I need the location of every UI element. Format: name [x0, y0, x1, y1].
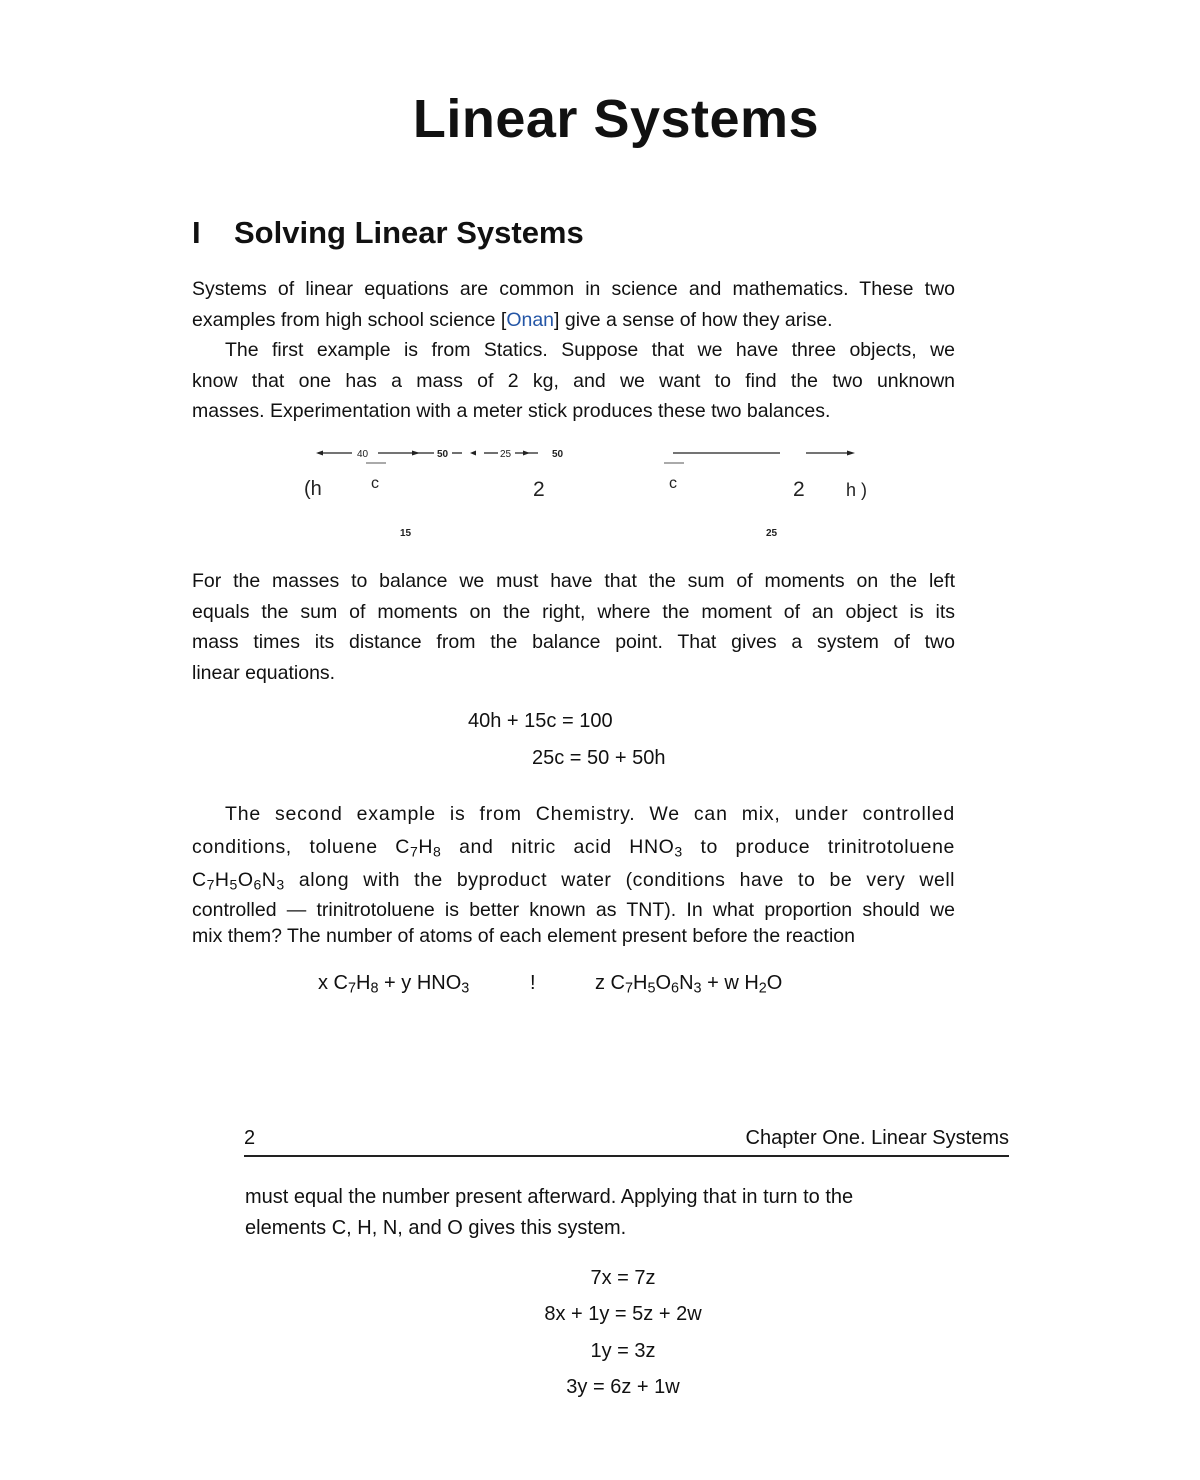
intro-line-2-end: ] give a sense of how they arise.: [554, 308, 833, 331]
object-h-left: (h: [304, 478, 322, 500]
section-number: I: [192, 215, 201, 250]
chem-line-2-part: H: [418, 836, 434, 858]
chem-line-3-part: along with the byproduct water (conditions have to be very well: [284, 869, 955, 891]
chem-line-2-part: to produce trinitrotoluene: [682, 836, 955, 858]
object-c-left: c: [371, 475, 379, 492]
arrow-head-icon: [412, 451, 420, 456]
page-header: [244, 1127, 1009, 1157]
arrow-head-icon: [470, 451, 476, 456]
subscript: 5: [647, 980, 656, 997]
chem-line-5: mix them? The number of atoms of each element present before the reaction: [192, 925, 855, 947]
subscript: 3: [674, 843, 683, 860]
reaction-left-side: [318, 972, 469, 995]
equation-statics-2: 25c = 50 + 50h: [532, 747, 666, 769]
balance-left-figure: [304, 449, 564, 539]
intro-line-1: Systems of linear equations are common in science and mathematics. These two: [192, 278, 955, 300]
object-h-right: h ): [846, 480, 868, 500]
reaction-part: + w H: [701, 972, 759, 994]
moments-paragraph: [192, 566, 955, 688]
statics-paragraph: [192, 335, 955, 427]
intro-paragraph: [192, 274, 955, 335]
distance-label-40: 40: [357, 449, 369, 460]
subscript: 8: [433, 843, 442, 860]
chem-line-1: The second example is from Chemistry. We can mix, under controlled: [225, 803, 955, 825]
subscript: 7: [348, 980, 357, 997]
subscript: 7: [625, 980, 634, 997]
subscript: 3: [276, 876, 285, 893]
reaction-part: N: [679, 972, 694, 994]
equation-chem-3: 1y = 3z: [590, 1340, 656, 1362]
chemistry-paragraph: [192, 798, 955, 949]
distance-label-50: 50: [437, 449, 449, 460]
arrow-head-icon: [316, 451, 323, 456]
statics-line-2: know that one has a mass of 2 kg, and we want to find the two unknown: [192, 369, 955, 392]
subscript: 2: [758, 980, 767, 997]
section-heading: [192, 215, 584, 251]
chem-line-4: controlled — trinitrotoluene is better known as TNT). In what proportion should we: [192, 899, 955, 921]
moments-line-3: mass times its distance from the balance point. That gives a system of two: [192, 631, 955, 653]
statics-line-1: The first example is from Statics. Suppose that we have three objects, we: [225, 339, 955, 361]
subscript: 7: [206, 876, 215, 893]
moments-line-4: linear equations.: [192, 661, 336, 684]
subscript: 3: [461, 980, 470, 997]
reaction-part: H: [633, 972, 648, 994]
moments-line-1: For the masses to balance we must have that the sum of moments on the left: [192, 570, 955, 592]
intro-line-2-start: examples from high school science [: [192, 308, 507, 331]
distance-label-50b: 50: [552, 449, 564, 460]
reaction-part: x C: [318, 972, 348, 994]
equation-chem-1: 7x = 7z: [590, 1267, 656, 1289]
chem-line-3-part: O: [237, 869, 254, 891]
page2-paragraph: [245, 1182, 945, 1244]
below-label-15: 15: [400, 528, 412, 539]
chem-line-3-part: C: [192, 869, 207, 891]
statics-line-3: masses. Experimentation with a meter stick produces these two balances.: [192, 400, 831, 422]
reaction-part: H: [356, 972, 371, 994]
equation-chem-4: 3y = 6z + 1w: [566, 1376, 680, 1398]
arrow-head-icon: [847, 451, 855, 456]
object-c-right: c: [669, 475, 677, 492]
reaction-right-side: [595, 972, 782, 995]
distance-label-25: 25: [500, 449, 512, 460]
reaction-part: + y HNO: [378, 972, 462, 994]
subscript: 7: [409, 843, 419, 860]
balance-right-figure: [664, 451, 867, 540]
equation-chem-2: 8x + 1y = 5z + 2w: [544, 1303, 702, 1325]
equation-statics-1: 40h + 15c = 100: [468, 710, 613, 732]
document-title: Linear Systems: [412, 89, 820, 149]
object-2-left: 2: [533, 478, 545, 501]
subscript: 6: [253, 876, 262, 893]
subscript: 8: [370, 980, 379, 997]
page-number: 2: [244, 1127, 256, 1149]
chem-line-3-part: H: [214, 869, 230, 891]
citation-link[interactable]: Onan: [506, 308, 555, 331]
moments-line-2: equals the sum of moments on the right, where the moment of an object is its: [192, 600, 955, 623]
object-2-right: 2: [793, 478, 805, 501]
intro-line-2: [192, 305, 955, 336]
chem-line-2-part: conditions, toluene C: [192, 836, 410, 858]
reaction-arrow: !: [530, 972, 536, 994]
subscript: 5: [229, 876, 238, 893]
reaction-part: O: [766, 972, 783, 994]
subscript: 3: [693, 980, 702, 997]
arrow-head-icon: [523, 451, 530, 456]
running-chapter-title: Chapter One. Linear Systems: [745, 1127, 1009, 1149]
below-label-25: 25: [766, 528, 778, 539]
section-title: Solving Linear Systems: [234, 215, 584, 250]
reaction-part: O: [655, 972, 672, 994]
balance-diagrams: [0, 440, 1200, 550]
chem-line-3: [192, 864, 955, 897]
page2-line-2: elements C, H, N, and O gives this system.: [245, 1217, 627, 1239]
chem-line-2: [192, 831, 955, 864]
page2-line-1: must equal the number present afterward. Applying that in turn to the: [245, 1186, 854, 1208]
subscript: 6: [671, 980, 680, 997]
chem-line-3-part: N: [261, 869, 277, 891]
reaction-part: z C: [595, 972, 625, 994]
chem-line-2-part: and nitric acid HNO: [441, 836, 675, 858]
